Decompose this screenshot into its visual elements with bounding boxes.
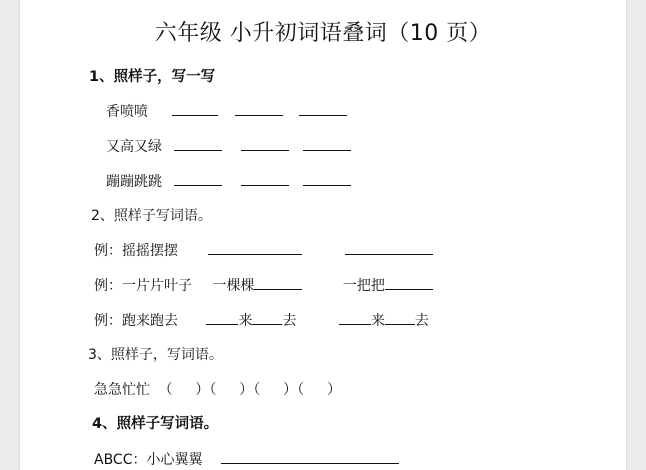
answer-blank[interactable] (241, 137, 289, 151)
paren-pair: ）（ (239, 382, 261, 398)
paren-open: （ (158, 382, 173, 398)
s2-row-1 (94, 241, 433, 261)
s3-row (94, 380, 341, 400)
answer-blank[interactable] (299, 102, 347, 116)
section-4-heading: 4、照样子写词语。 (92, 416, 219, 432)
answer-blank[interactable] (174, 137, 222, 151)
s2-row-3 (94, 311, 429, 331)
answer-blank[interactable] (235, 102, 283, 116)
s2-row-1-example: 例：摇摇摆摆 (94, 243, 178, 259)
s4-example: ABCC：小心翼翼 (94, 452, 203, 468)
answer-blank[interactable] (221, 450, 399, 464)
paren-close: ） (327, 382, 342, 398)
paren-pair: ）（ (195, 382, 217, 398)
s1-row-1 (106, 102, 347, 122)
answer-blank[interactable] (254, 276, 302, 290)
s1-row-3 (106, 172, 351, 192)
s1-row-2 (106, 137, 351, 157)
s2-row-2-example: 例：一片片叶子 (94, 278, 192, 294)
s1-row-3-example: 蹦蹦跳跳 (106, 174, 162, 190)
answer-blank[interactable] (339, 311, 371, 325)
document-page (20, 0, 626, 470)
s2-qu-2: 去 (414, 313, 429, 329)
page-title: 六年级 小升初词语叠词（10 页） (154, 21, 492, 46)
answer-blank[interactable] (303, 137, 351, 151)
s2-row-3-example: 例：跑来跑去 (94, 313, 178, 329)
s1-row-2-example: 又高又绿 (106, 139, 162, 155)
answer-blank[interactable] (303, 172, 351, 186)
s2-row-2 (94, 276, 433, 296)
section-2-heading: 2、照样子写词语。 (91, 208, 212, 224)
section-3-heading: 3、照样子，写词语。 (88, 347, 223, 363)
s4-row (94, 450, 399, 470)
answer-blank[interactable] (385, 311, 415, 325)
s2-lai-1: 来 (238, 313, 253, 329)
paren-pair: ）（ (283, 382, 305, 398)
s3-example: 急急忙忙 (94, 382, 150, 398)
answer-blank[interactable] (345, 241, 433, 255)
s2-row-2-item-1: 一棵棵 (212, 278, 255, 294)
answer-blank[interactable] (206, 311, 238, 325)
answer-blank[interactable] (174, 172, 222, 186)
answer-blank[interactable] (385, 276, 433, 290)
answer-blank[interactable] (172, 102, 218, 116)
answer-blank[interactable] (208, 241, 302, 255)
section-1-heading: 1、照样子，写一写 (89, 69, 216, 85)
s2-lai-2: 来 (370, 313, 385, 329)
answer-blank[interactable] (252, 311, 282, 325)
s2-qu-1: 去 (282, 313, 297, 329)
s1-row-1-example: 香喷喷 (106, 104, 148, 120)
s2-row-2-item-2: 一把把 (342, 278, 385, 294)
answer-blank[interactable] (241, 172, 289, 186)
